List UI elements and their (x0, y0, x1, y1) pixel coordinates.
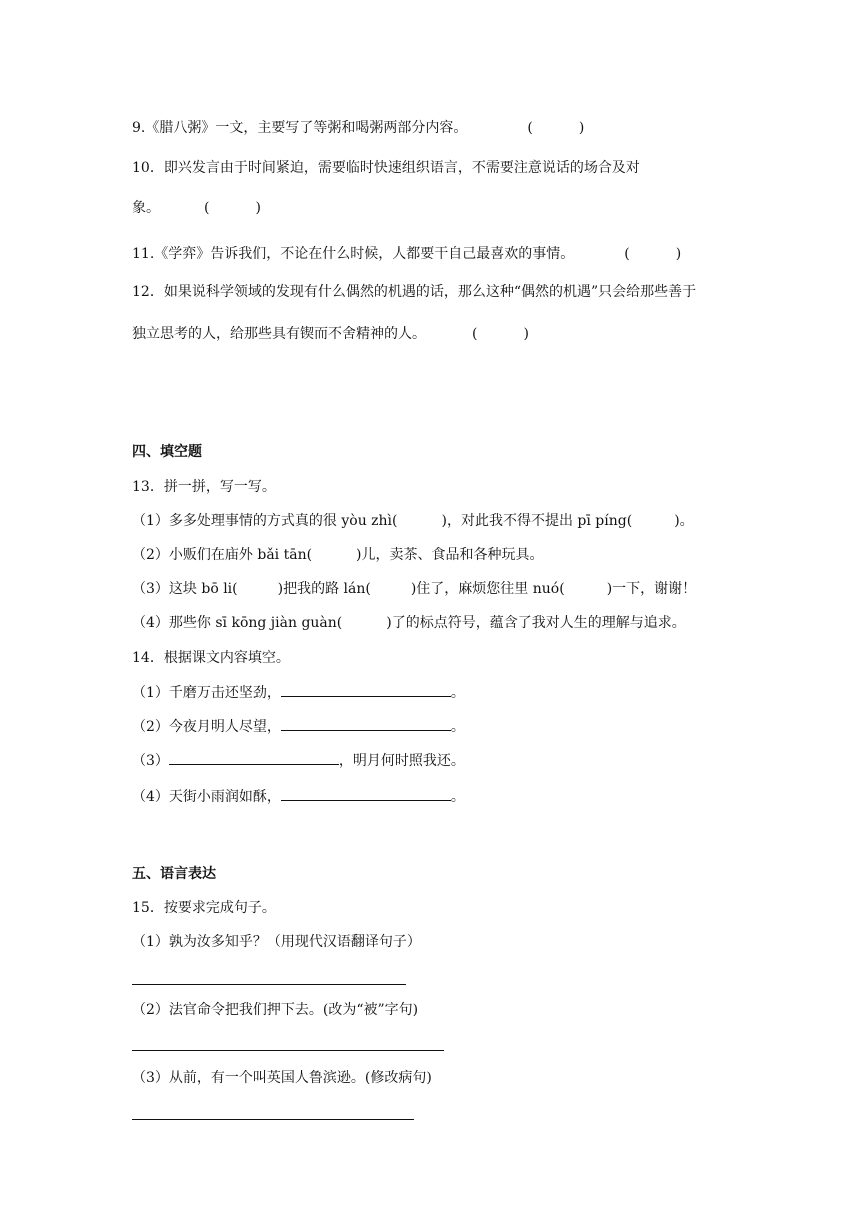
question-9 (132, 118, 584, 138)
question-13: 13．拼一拼，写一写。 (132, 479, 276, 495)
question-15: 15．按要求完成句子。 (132, 900, 276, 916)
question-11 (132, 244, 681, 264)
answer-line[interactable] (281, 682, 451, 697)
question-14-2: （2）今夜月明人尽望， 。 (132, 716, 465, 737)
question-10-text: 象。 (132, 200, 160, 216)
question-11-text: 11.《学弈》告诉我们，不论在什么时候，人都要干自己最喜欢的事情。 (132, 246, 575, 262)
answer-line[interactable] (281, 716, 451, 731)
answer-line[interactable] (132, 984, 406, 985)
question-15-1: （1）孰为汝多知乎？（用现代汉语翻译句子） (132, 934, 421, 950)
section-5-title: 五、语言表达 (132, 866, 216, 882)
question-12-line1: 12．如果说科学领域的发现有什么偶然的机遇的话，那么这种“偶然的机遇”只会给那些善于 (132, 284, 697, 300)
question-9-text: 9.《腊八粥》一文，主要写了等粥和喝粥两部分内容。 (132, 120, 468, 136)
question-15-3: （3）从前，有一个叫英国人鲁滨逊。(修改病句) (132, 1070, 432, 1086)
question-10-line2 (132, 198, 261, 218)
answer-paren[interactable]: ( ) (624, 246, 682, 262)
question-13-1: （1）多多处理事情的方式真的很 yòu zhì( )，对此我不得不提出 pī píng( )。 (132, 513, 694, 529)
question-13-4: （4）那些你 sī kōng jiàn guàn( )了的标点符号，蕴含了我对人生的理解与追求。 (132, 615, 686, 631)
question-13-2: （2）小贩们在庙外 bǎi tān( )儿，卖茶、食品和各种玩具。 (132, 547, 544, 563)
answer-line[interactable] (132, 1050, 444, 1051)
question-12-text: 独立思考的人，给那些具有锲而不舍精神的人。 (132, 326, 426, 342)
answer-paren[interactable]: ( ) (204, 200, 261, 216)
question-14-1: （1）千磨万击还坚劲， 。 (132, 682, 465, 703)
answer-line[interactable] (132, 1119, 414, 1120)
answer-line[interactable] (281, 786, 451, 801)
question-14-3: （3） ，明月何时照我还。 (132, 750, 465, 771)
question-15-2: （2）法官命令把我们押下去。(改为“被”字句) (132, 1002, 419, 1018)
question-14-4: （4）天街小雨润如酥， 。 (132, 786, 465, 807)
question-10-line1: 10．即兴发言由于时间紧迫，需要临时快速组织语言，不需要注意说话的场合及对 (132, 160, 640, 176)
question-12-line2 (132, 324, 529, 344)
question-14: 14．根据课文内容填空。 (132, 650, 290, 666)
answer-paren[interactable]: ( ) (527, 120, 585, 136)
answer-paren[interactable]: ( ) (472, 326, 529, 342)
question-13-3: （3）这块 bō li( )把我的路 lán( )住了，麻烦您往里 nuó( )一下，谢谢！ (132, 581, 697, 597)
answer-line[interactable] (169, 750, 339, 765)
section-4-title: 四、填空题 (132, 444, 202, 460)
